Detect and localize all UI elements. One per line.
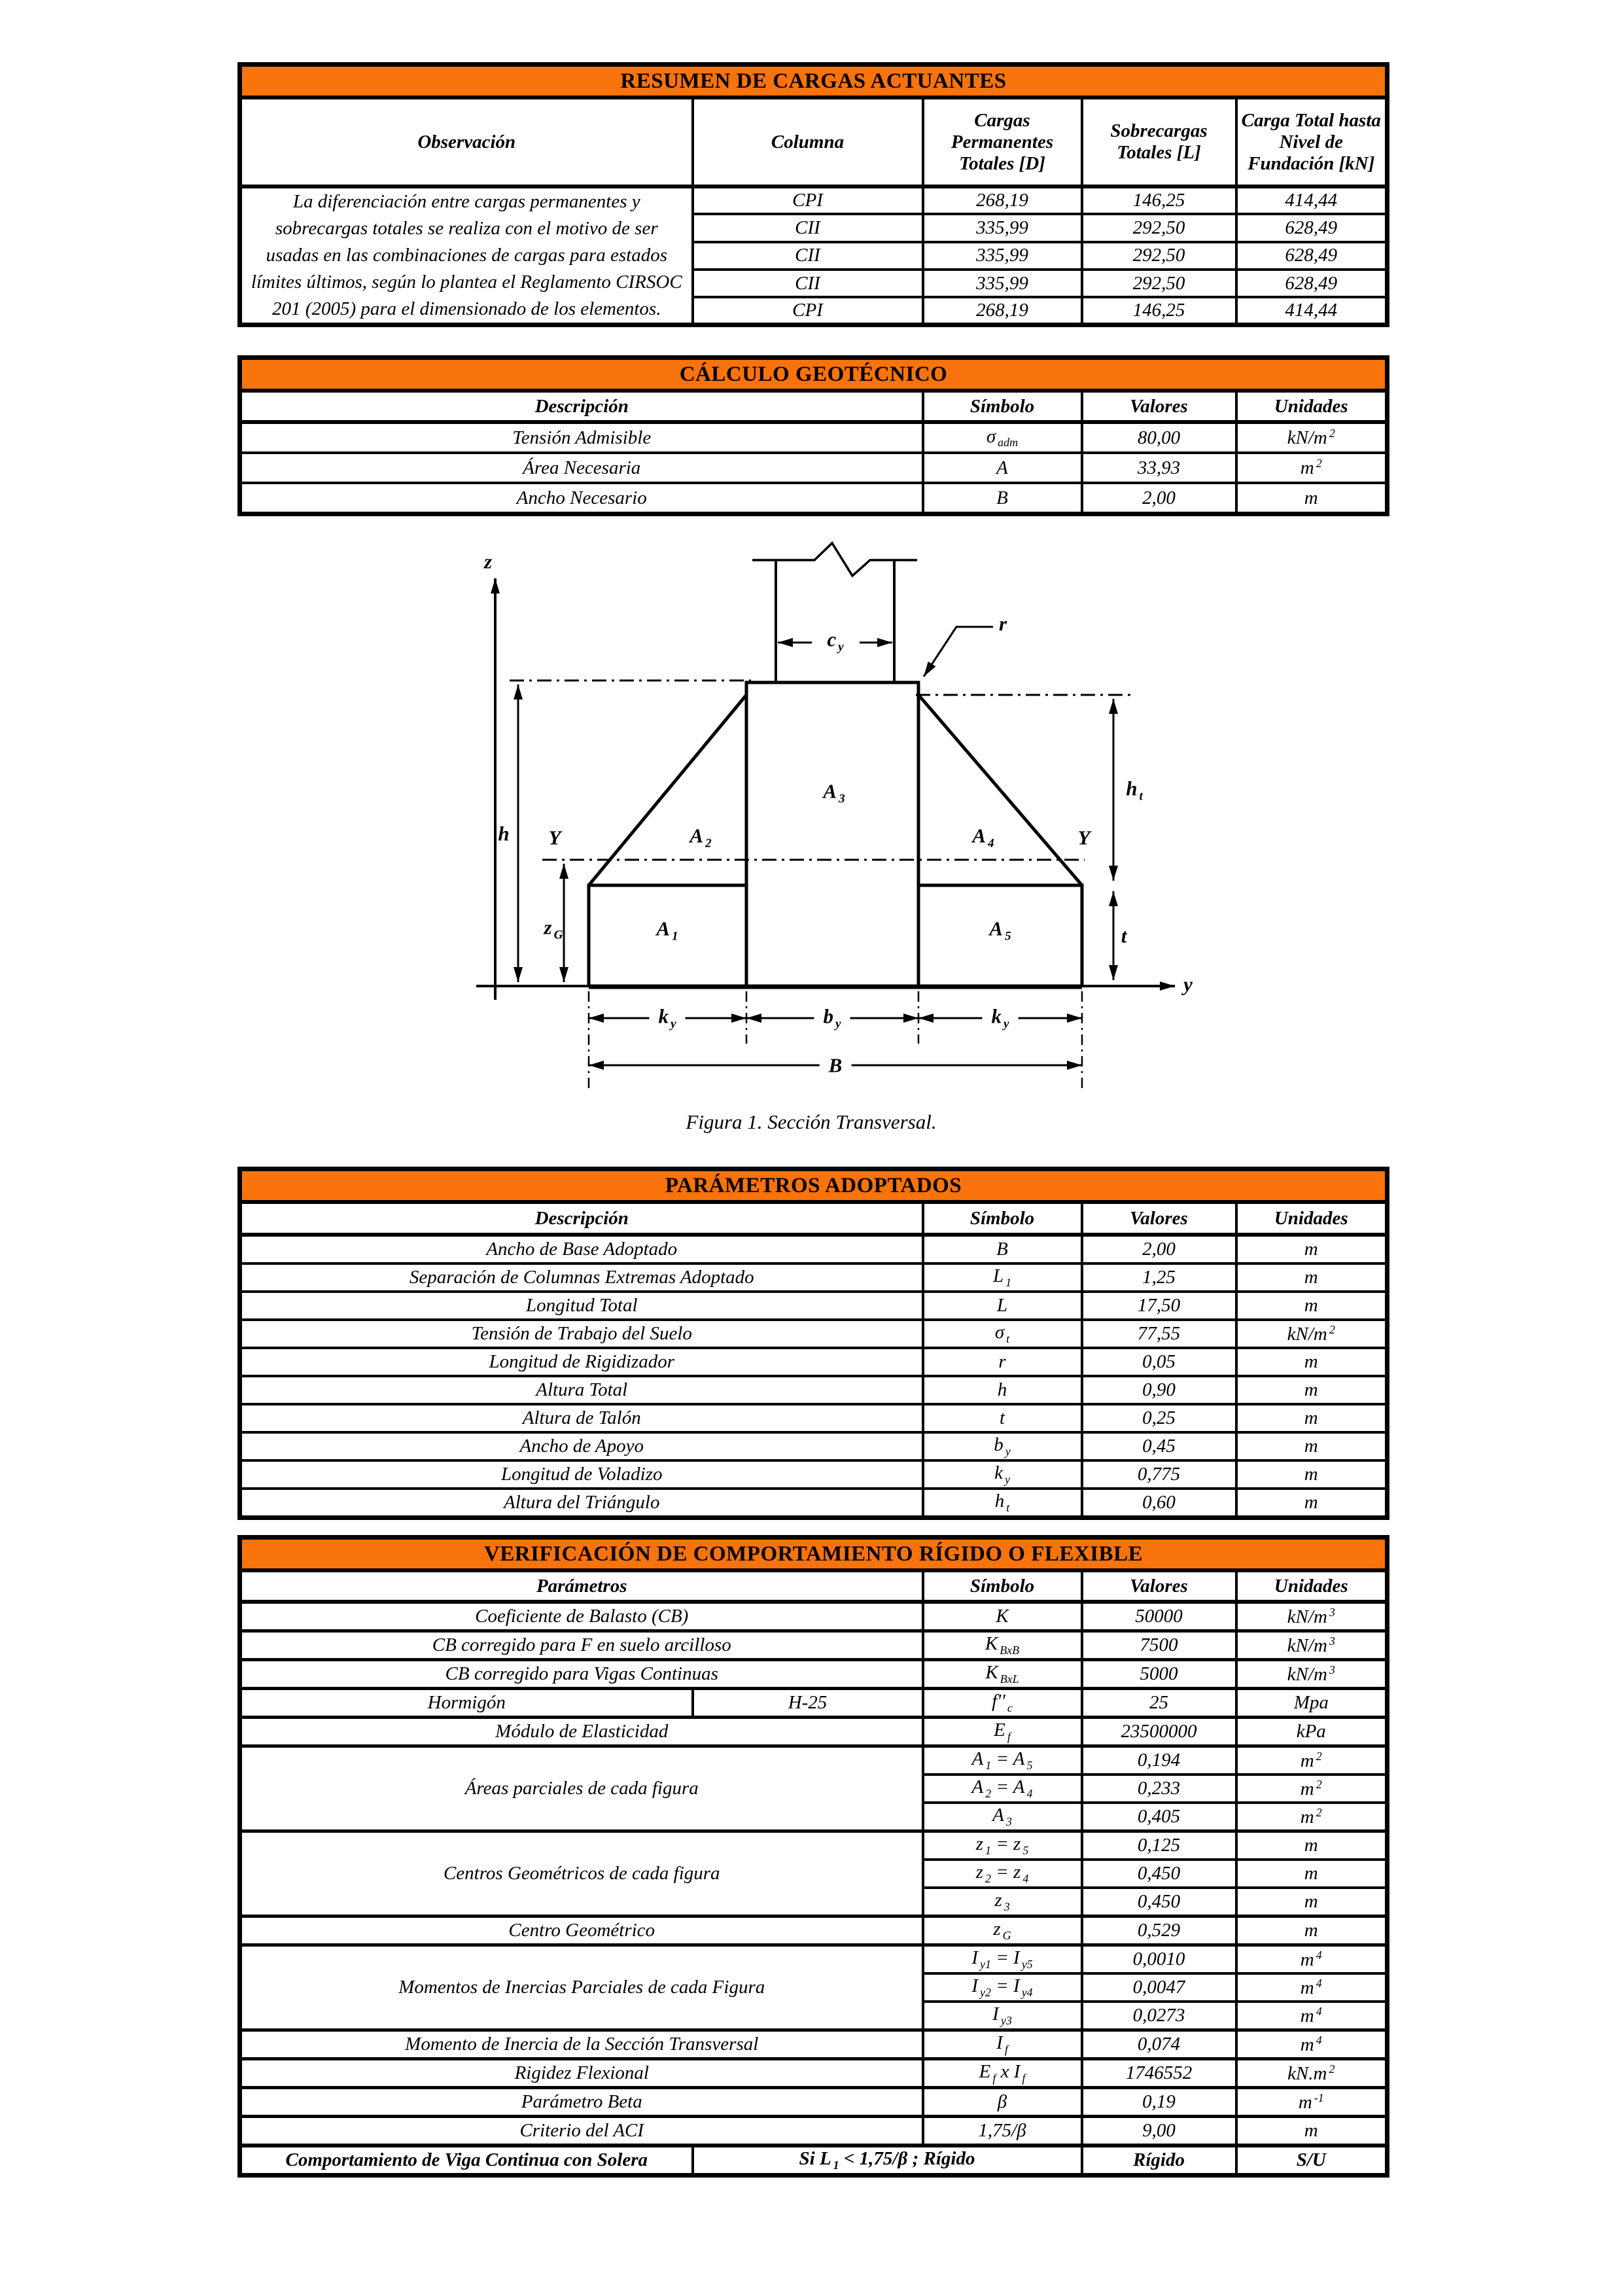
cell: 77,55 [1082, 1320, 1236, 1348]
cell: 268,19 [923, 186, 1082, 214]
cell: E $_f$ x I $_f$ [923, 2059, 1082, 2088]
cell: kN/m $^3$ [1236, 1631, 1387, 1660]
cell: Longitud de Voladizo [240, 1460, 923, 1489]
cell: 628,49 [1236, 214, 1387, 241]
cell: 23500000 [1082, 1718, 1236, 1746]
header-cell: Valores [1082, 1202, 1236, 1235]
cell: kN/m $^2$ [1236, 422, 1387, 453]
ht-dim-label: h $_t$ [1126, 777, 1143, 804]
cell: 414,44 [1236, 297, 1387, 325]
table-title: PARÁMETROS ADOPTADOS [240, 1169, 1387, 1203]
cell: 0,450 [1082, 1888, 1236, 1916]
cell: m [1236, 1432, 1387, 1460]
cell: 0,25 [1082, 1404, 1236, 1432]
cell: I $_{y2}$ = I $_{y4}$ [923, 1973, 1082, 2002]
cell: h $_t$ [923, 1489, 1082, 1518]
cell: E $_f$ [923, 1718, 1082, 1746]
table-parametros-adoptados [237, 1167, 1385, 1520]
header-cell: Símbolo [923, 391, 1082, 422]
cell: Altura de Talón [240, 1404, 923, 1432]
cell: 0,45 [1082, 1432, 1236, 1460]
cell: Ancho Necesario [240, 483, 923, 514]
cell: A $_1$ = A $_5$ [923, 1746, 1082, 1775]
cell: σ $_{adm}$ [923, 422, 1082, 453]
cell: 146,25 [1082, 297, 1236, 325]
cell: L [923, 1292, 1082, 1320]
cell: 292,50 [1082, 242, 1236, 270]
cell: K $_{BxB}$ [923, 1631, 1082, 1660]
cell: 0,194 [1082, 1746, 1236, 1775]
h-dim-label: h [498, 822, 510, 845]
label-cell: CB corregido para F en suelo arcilloso [240, 1631, 923, 1660]
cell: 25 [1082, 1689, 1236, 1718]
cell: kPa [1236, 1718, 1387, 1746]
cell: m [1236, 1860, 1387, 1888]
label-cell: Momento de Inercia de la Sección Transversal [240, 2030, 923, 2059]
header-cell: Descripción [240, 1202, 923, 1235]
cell: L $_1$ [923, 1263, 1082, 1292]
cell: 0,60 [1082, 1489, 1236, 1518]
cell: 1746552 [1082, 2059, 1236, 2088]
area-A5-label: A $_5$ [989, 917, 1011, 944]
cell: m [1236, 2117, 1387, 2146]
Y-right-label: Y [1077, 826, 1091, 849]
cell: 0,90 [1082, 1376, 1236, 1404]
header-cell: Unidades [1236, 1570, 1387, 1602]
cell: 335,99 [923, 242, 1082, 270]
cell: m $^2$ [1236, 453, 1387, 483]
cell: A $_3$ [923, 1803, 1082, 1831]
label-cell: Criterio del ACI [240, 2117, 923, 2146]
cell: 268,19 [923, 297, 1082, 325]
area-A1-label: A $_1$ [656, 917, 678, 944]
cell: 0,074 [1082, 2030, 1236, 2059]
cell: CPI [693, 297, 923, 325]
cell: A [923, 453, 1082, 483]
cell: β [923, 2088, 1082, 2117]
cell: 0,775 [1082, 1460, 1236, 1489]
r-leader-label: r [998, 612, 1007, 635]
cell: I $_f$ [923, 2030, 1082, 2059]
ky-left-dim-label: k $_y$ [649, 1006, 685, 1031]
cell: Longitud Total [240, 1292, 923, 1320]
cell: CII [693, 214, 923, 241]
cell: f′′ $_c$ [923, 1689, 1082, 1718]
cell: m [1236, 1292, 1387, 1320]
header-cell: Símbolo [923, 1202, 1082, 1235]
cell: 292,50 [1082, 270, 1236, 297]
cell: 335,99 [923, 214, 1082, 241]
cell: 0,0047 [1082, 1973, 1236, 2002]
condition-cell: Si L $_1$ < 1,75/β ; Rígido [693, 2146, 1082, 2176]
cell: t [923, 1404, 1082, 1432]
figure-caption: Figura 1. Sección Transversal. [686, 1110, 937, 1133]
cell: kN/m $^3$ [1236, 1660, 1387, 1689]
t2-table [237, 355, 1389, 516]
cell: kN.m $^2$ [1236, 2059, 1387, 2088]
cell: b $_y$ [923, 1432, 1082, 1460]
header-cell: Valores [1082, 391, 1236, 422]
cell: 17,50 [1082, 1292, 1236, 1320]
y-axis-label: y [1183, 972, 1193, 996]
cell: z $_2$ = z $_4$ [923, 1860, 1082, 1888]
verificacion-table [237, 1535, 1389, 2178]
group-label-cell: Áreas parciales de cada figura [240, 1746, 923, 1831]
cell: Altura Total [240, 1376, 923, 1404]
cell: 33,93 [1082, 453, 1236, 483]
cell: CPI [693, 186, 923, 214]
Y-left-label: Y [548, 826, 561, 849]
cell: CII [693, 242, 923, 270]
cell: z $_1$ = z $_5$ [923, 1831, 1082, 1860]
label-cell: Parámetro Beta [240, 2088, 923, 2117]
z-axis-label: z [483, 550, 493, 573]
cell: z $_G$ [923, 1916, 1082, 1945]
cell: 0,19 [1082, 2088, 1236, 2117]
header-cell: Columna [693, 97, 923, 186]
cell: 1,75/β [923, 2117, 1082, 2146]
t-dim-label: t [1121, 924, 1127, 947]
cy-dim-label: c $_y$ [827, 627, 844, 654]
cell: m [1236, 1376, 1387, 1404]
group-label-cell: Centros Geométricos de cada figura [240, 1831, 923, 1916]
cell: I $_{y3}$ [923, 2002, 1082, 2030]
cell: m $^4$ [1236, 1945, 1387, 1974]
cell: m [1236, 1888, 1387, 1916]
cell: A $_2$ = A $_4$ [923, 1775, 1082, 1803]
cell: Área Necesaria [240, 453, 923, 483]
cell: 0,233 [1082, 1775, 1236, 1803]
cell: 0,529 [1082, 1916, 1236, 1945]
cell: 0,0273 [1082, 2002, 1236, 2030]
cell: 292,50 [1082, 214, 1236, 241]
table-title: VERIFICACIÓN DE COMPORTAMIENTO RÍGIDO O FLEXIBLE [240, 1538, 1387, 1571]
cell: Ancho de Apoyo [240, 1432, 923, 1460]
figure-seccion-transversal [458, 538, 1223, 1159]
cell: m [1236, 1404, 1387, 1432]
cell: 5000 [1082, 1660, 1236, 1689]
cell: r [923, 1348, 1082, 1376]
header-cell: Unidades [1236, 1202, 1387, 1235]
cell: 335,99 [923, 270, 1082, 297]
resumen-table [237, 62, 1389, 327]
group-label-cell: Momentos de Inercias Parciales de cada Figura [240, 1945, 923, 2030]
cell: m [1236, 1263, 1387, 1292]
B-dim-label: B [820, 1055, 852, 1076]
cell: m $^2$ [1236, 1746, 1387, 1775]
ky-right-dim-label: k $_y$ [982, 1006, 1018, 1031]
header-cell: Valores [1082, 1570, 1236, 1602]
cell: m $^2$ [1236, 1775, 1387, 1803]
cell: 80,00 [1082, 422, 1236, 453]
cell: z $_3$ [923, 1888, 1082, 1916]
cell: m [1236, 1916, 1387, 1945]
cell: Hormigón [240, 1689, 693, 1718]
cell: 9,00 [1082, 2117, 1236, 2146]
area-A3-label: A $_3$ [823, 779, 845, 806]
cell: 0,0010 [1082, 1945, 1236, 1974]
table-verificacion [237, 1535, 1385, 2178]
cell: 414,44 [1236, 186, 1387, 214]
label-cell: CB corregido para Vigas Continuas [240, 1660, 923, 1689]
cell: 1,25 [1082, 1263, 1236, 1292]
cell: k $_y$ [923, 1460, 1082, 1489]
label-cell: Coeficiente de Balasto (CB) [240, 1602, 923, 1631]
cell: 628,49 [1236, 270, 1387, 297]
cell: H-25 [693, 1689, 923, 1718]
cell: m [1236, 1460, 1387, 1489]
cell: m [1236, 1235, 1387, 1263]
cell: I $_{y1}$ = I $_{y5}$ [923, 1945, 1082, 1974]
area-A4-label: A $_4$ [972, 824, 994, 851]
cell: Altura del Triángulo [240, 1489, 923, 1518]
cell: m [1236, 1489, 1387, 1518]
header-cell: Carga Total hasta Nivel de Fundación [kN] [1236, 97, 1387, 186]
cell: Tensión de Trabajo del Suelo [240, 1320, 923, 1348]
table-resumen-cargas [237, 62, 1385, 327]
cell: K $_{BxL}$ [923, 1660, 1082, 1689]
cell: Rígido [1082, 2146, 1236, 2176]
cell: m [1236, 1348, 1387, 1376]
header-cell: Unidades [1236, 391, 1387, 422]
cell: kN/m $^3$ [1236, 1602, 1387, 1631]
cell: m $^2$ [1236, 1803, 1387, 1831]
cell: K [923, 1602, 1082, 1631]
cell: 50000 [1082, 1602, 1236, 1631]
cell: 0,450 [1082, 1860, 1236, 1888]
cell: 0,405 [1082, 1803, 1236, 1831]
cell: Tensión Admisible [240, 422, 923, 453]
cell: 0,125 [1082, 1831, 1236, 1860]
header-cell: Observación [240, 97, 693, 186]
cell: 146,25 [1082, 186, 1236, 214]
cell: m $^4$ [1236, 1973, 1387, 2002]
cell: Longitud de Rigidizador [240, 1348, 923, 1376]
cell: 7500 [1082, 1631, 1236, 1660]
cell: kN/m $^2$ [1236, 1320, 1387, 1348]
cell: σ $_t$ [923, 1320, 1082, 1348]
cell: m $^4$ [1236, 2030, 1387, 2059]
cell: 2,00 [1082, 483, 1236, 514]
table-title: CÁLCULO GEOTÉCNICO [240, 358, 1387, 391]
by-dim-label: b $_y$ [814, 1006, 850, 1031]
table-calculo-geotecnico [237, 355, 1385, 516]
label-cell: Módulo de Elasticidad [240, 1718, 923, 1746]
header-cell: Cargas Permanentes Totales [D] [923, 97, 1082, 186]
zG-dim-label: z $_G$ [544, 915, 563, 942]
cell: Mpa [1236, 1689, 1387, 1718]
cell: h [923, 1376, 1082, 1404]
area-A2-label: A $_2$ [689, 824, 712, 851]
cell: S/U [1236, 2146, 1387, 2176]
cell: Ancho de Base Adoptado [240, 1235, 923, 1263]
cell: 0,05 [1082, 1348, 1236, 1376]
cell: Separación de Columnas Extremas Adoptado [240, 1263, 923, 1292]
header-cell: Sobrecargas Totales [L] [1082, 97, 1236, 186]
cell: Comportamiento de Viga Continua con Solera [240, 2146, 693, 2176]
cell: m [1236, 1831, 1387, 1860]
label-cell: Rigidez Flexional [240, 2059, 923, 2088]
header-cell: Parámetros [240, 1570, 923, 1602]
cell: CII [693, 270, 923, 297]
t3-table [237, 1167, 1389, 1520]
cell: m [1236, 483, 1387, 514]
cell: m $^{-1}$ [1236, 2088, 1387, 2117]
label-cell: Centro Geométrico [240, 1916, 923, 1945]
cell: B [923, 1235, 1082, 1263]
cell: m $^4$ [1236, 2002, 1387, 2030]
table-title: RESUMEN DE CARGAS ACTUANTES [240, 65, 1387, 98]
cell: 2,00 [1082, 1235, 1236, 1263]
cell: B [923, 483, 1082, 514]
header-cell: Descripción [240, 391, 923, 422]
cell: 628,49 [1236, 242, 1387, 270]
observation-cell: La diferenciación entre cargas permanentes y sobrecargas totales se realiza con el motivo de ser usadas en las combinaciones de cargas para estados límites últimos, según lo plantea el Reglamento CIRSOC 201 (2005) para el dimensionado de los elementos. [240, 186, 693, 325]
header-cell: Símbolo [923, 1570, 1082, 1602]
